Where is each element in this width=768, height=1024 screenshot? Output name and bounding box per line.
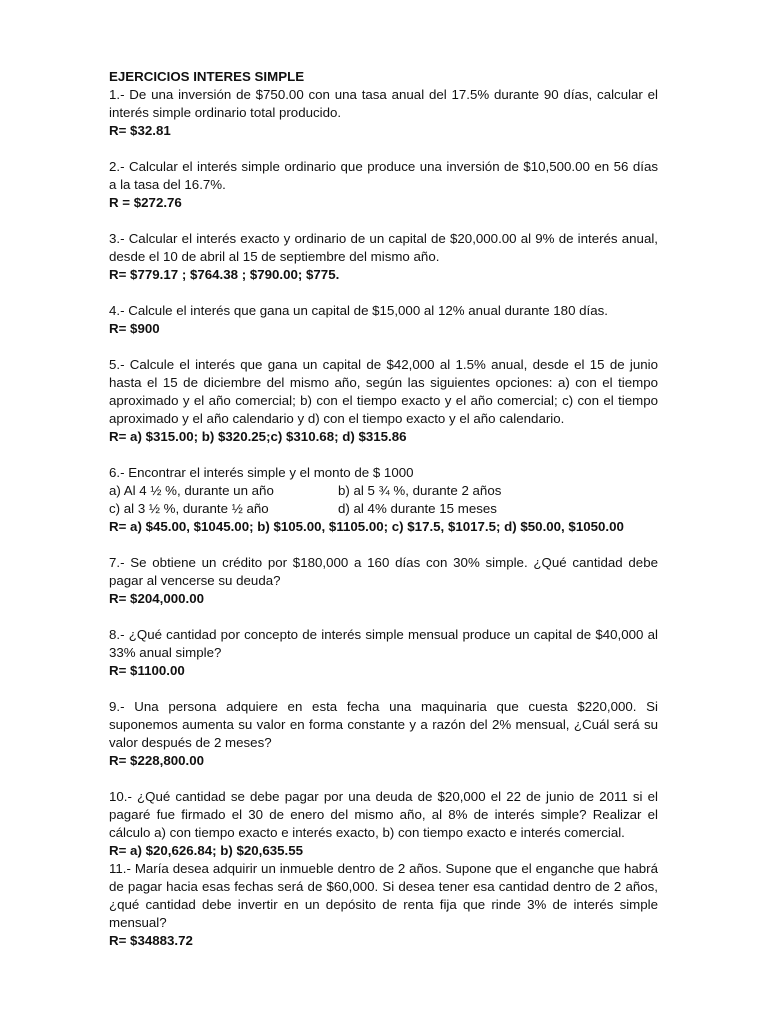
exercise-answer: R= a) $315.00; b) $320.25;c) $310.68; d) $315.86: [109, 429, 407, 444]
option-b: b) al 5 ¾ %, durante 2 años: [338, 483, 502, 498]
exercise-text: 11.- María desea adquirir un inmueble dentro de 2 años. Supone que el enganche que habrá de pagar hacia esas fechas será de $60,000. Si desea tener esa cantidad dentro de 2 años, ¿qué cantidad debe invertir en un depósito de renta fija que rinde 3% de interés simple mensual?: [109, 861, 658, 930]
exercise-answer: R= $34883.72: [109, 933, 193, 948]
exercise-5: [109, 356, 658, 446]
exercise-answer: R= $1100.00: [109, 663, 185, 678]
exercise-text: 8.- ¿Qué cantidad por concepto de interés simple mensual produce un capital de $40,000 al 33% anual simple?: [109, 627, 658, 660]
exercise-text: 9.- Una persona adquiere en esta fecha una maquinaria que cuesta $220,000. Si suponemos aumenta su valor en forma constante y a razón del 2% mensual, ¿Cuál será su valor después de 2 meses?: [109, 699, 658, 750]
exercise-text: 4.- Calcule el interés que gana un capital de $15,000 al 12% anual durante 180 días.: [109, 303, 608, 318]
exercise-10: [109, 788, 658, 860]
options-row: [109, 482, 658, 500]
exercise-text: 3.- Calcular el interés exacto y ordinario de un capital de $20,000.00 al 9% de interés anual, desde el 10 de abril al 15 de septiembre del mismo año.: [109, 231, 658, 264]
exercise-answer: R= a) $45.00, $1045.00; b) $105.00, $1105.00; c) $17.5, $1017.5; d) $50.00, $1050.00: [109, 519, 624, 534]
options-row: [109, 500, 658, 518]
exercise-7: [109, 554, 658, 608]
document-title: EJERCICIOS INTERES SIMPLE: [109, 69, 305, 84]
exercise-8: [109, 626, 658, 680]
exercise-text: 10.- ¿Qué cantidad se debe pagar por una deuda de $20,000 el 22 de junio de 2011 si el pagaré fue firmado el 30 de enero del mismo año, al 8% de interés simple? Realizar el cálculo a) con tiempo exacto e interés exacto, b) con tiempo exacto e interés comercial.: [109, 789, 658, 840]
exercise-text: 7.- Se obtiene un crédito por $180,000 a 160 días con 30% simple. ¿Qué cantidad debe pagar al vencerse su deuda?: [109, 555, 658, 588]
exercise-11: [109, 860, 658, 950]
option-a: a) Al 4 ½ %, durante un año: [109, 483, 274, 498]
exercise-9: [109, 698, 658, 770]
exercise-answer: R= a) $20,626.84; b) $20,635.55: [109, 843, 304, 858]
option-c: c) al 3 ½ %, durante ½ año: [109, 501, 269, 516]
exercise-1: [109, 86, 658, 140]
exercise-answer: R= $228,800.00: [109, 753, 205, 768]
exercise-text: 1.- De una inversión de $750.00 con una tasa anual del 17.5% durante 90 días, calcular el interés simple ordinario total producido.: [109, 87, 658, 120]
exercise-text: 5.- Calcule el interés que gana un capital de $42,000 al 1.5% anual, desde el 15 de junio hasta el 15 de diciembre del mismo año, según las siguientes opciones: a) con el tiempo aproximado y el año comercial; b) con el tiempo exacto y el año comercial; c) con el tiempo aproximado y el año calendario y d) con el tiempo exacto y el año calendario.: [109, 357, 658, 426]
option-d: d) al 4% durante 15 meses: [338, 501, 497, 516]
exercise-answer: R= $32.81: [109, 123, 171, 138]
exercise-answer: R= $900: [109, 321, 160, 336]
document-page: [109, 68, 658, 950]
exercise-2: [109, 158, 658, 212]
exercise-3: [109, 230, 658, 284]
exercise-text: 2.- Calcular el interés simple ordinario que produce una inversión de $10,500.00 en 56 días a la tasa del 16.7%.: [109, 159, 658, 192]
exercise-text: 6.- Encontrar el interés simple y el monto de $ 1000: [109, 465, 414, 480]
exercise-6: [109, 464, 658, 536]
exercise-answer: R= $779.17 ; $764.38 ; $790.00; $775.: [109, 267, 340, 282]
exercise-answer: R = $272.76: [109, 195, 182, 210]
exercise-4: [109, 302, 658, 338]
exercise-answer: R= $204,000.00: [109, 591, 205, 606]
